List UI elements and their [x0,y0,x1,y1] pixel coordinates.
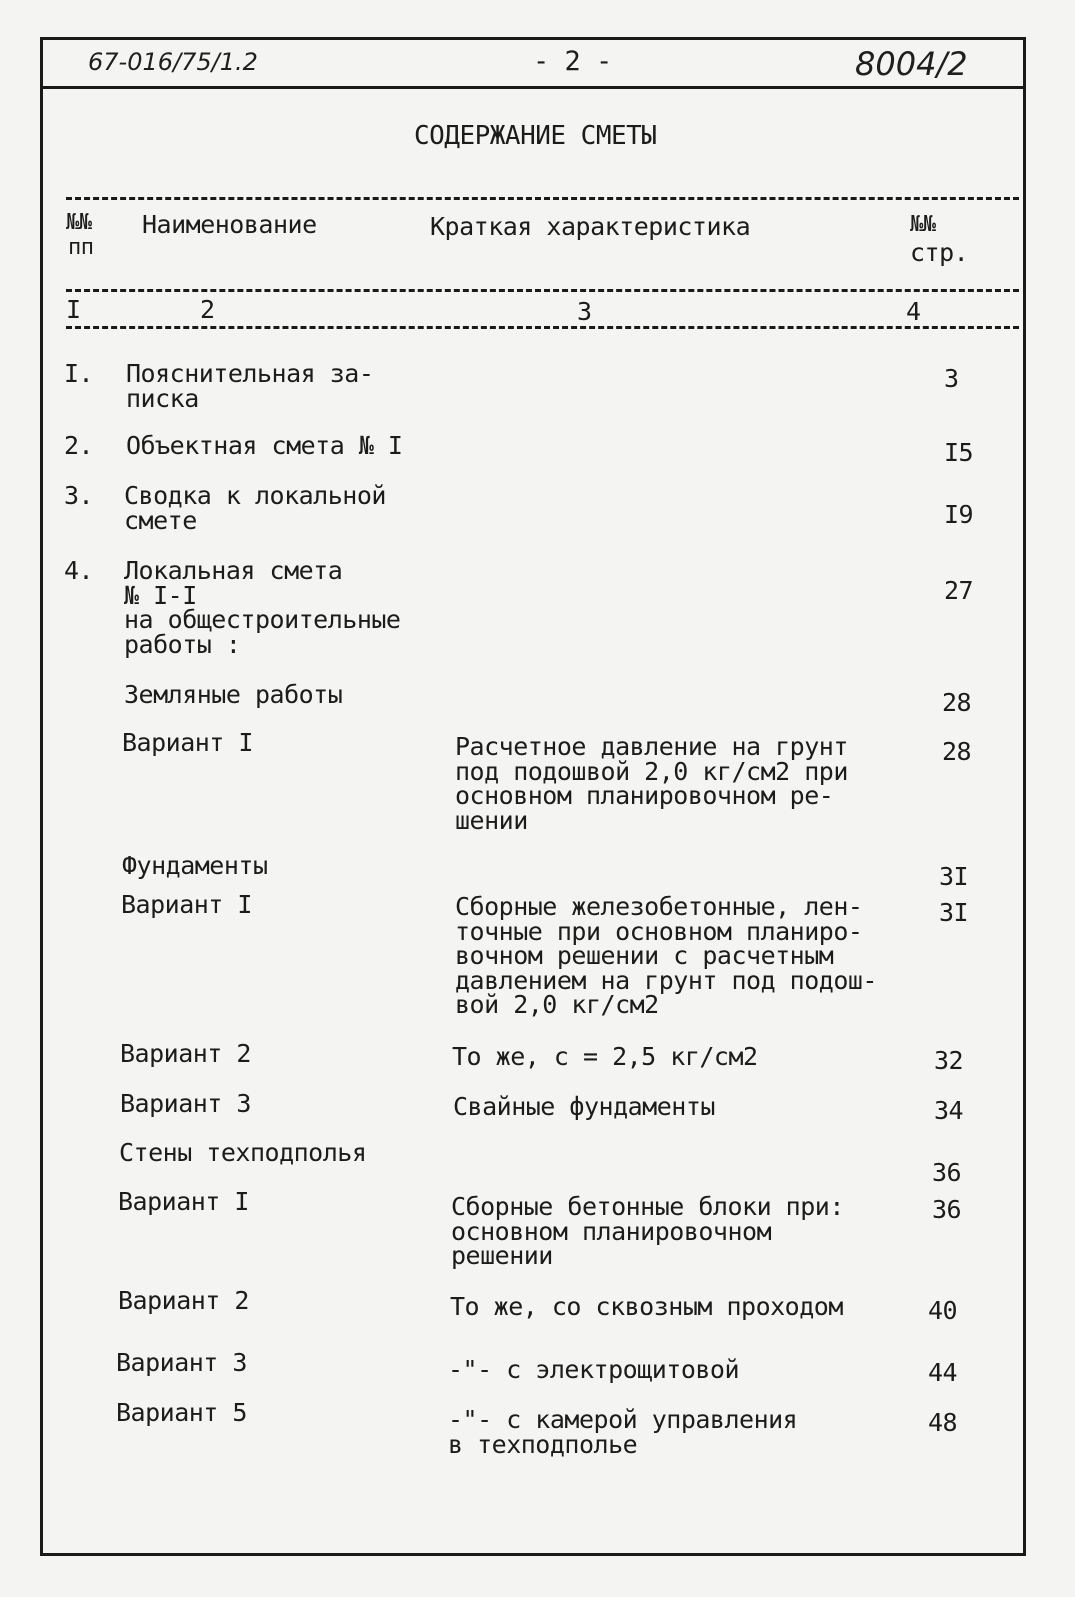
row-page: I9 [944,500,974,529]
row-name: Вариант I [122,728,253,757]
table-rule-mid [66,289,1019,292]
row-number: 2. [64,431,94,460]
row-name: смете [124,505,197,535]
row-description: вой 2,0 кг/см2 [455,990,659,1019]
row-description: -"- с электрощитовой [448,1355,740,1384]
row-name: Пояснительная за- [126,359,374,388]
row-page: 44 [928,1358,958,1387]
table-rule-bottom [66,326,1019,329]
row-description: в техподполье [448,1429,638,1459]
row-name: Вариант I [118,1187,249,1216]
col-number-3: 3 [577,297,592,326]
row-description: Расчетное давление на грунт [455,732,848,761]
row-name: Фундаменты [122,851,268,880]
row-name: Земляные работы [124,680,343,709]
row-page: 36 [932,1195,962,1224]
doc-code: 67-016/75/1.2 [88,48,258,76]
row-description: вочном решении с расчетным [455,941,834,970]
row-description: -"- с камерой управления [448,1405,798,1434]
col-num-header-2: пп [68,235,94,260]
row-page: 28 [942,688,972,717]
col-number-1: I [66,295,81,324]
page-number: - 2 - [533,46,612,77]
row-name: Локальная смета [124,556,343,585]
col-name-header: Наименование [142,210,317,239]
row-name: Вариант 5 [116,1398,247,1427]
row-name: Вариант I [121,890,252,919]
row-page: 32 [934,1046,964,1075]
col-page-header-1: №№ [910,212,936,237]
row-name: Стены техподполья [119,1138,367,1167]
row-name: писка [126,383,199,413]
row-name: на общестроительные [124,605,401,634]
row-name: работы : [124,629,241,659]
col-number-2: 2 [200,295,215,324]
row-number: 3. [64,481,94,510]
row-name: Объектная смета № I [126,431,403,460]
row-name: № I-I [124,580,197,610]
row-number: 4. [64,556,94,585]
row-description: То же, со сквозным проходом [450,1292,843,1321]
row-description: шении [455,805,528,835]
page-title: СОДЕРЖАНИЕ СМЕТЫ [414,121,657,151]
row-page: 28 [942,737,972,766]
sheet-number: 8004/2 [855,45,968,83]
row-description: основном планировочном ре- [455,781,834,810]
row-description: решении [451,1241,553,1270]
row-description: давлением на грунт под подош- [455,965,877,995]
col-desc-header: Краткая характеристика [430,212,751,241]
row-name: Вариант 3 [120,1089,251,1118]
row-page: 3I [939,898,969,927]
row-description: Сборные железобетонные, лен- [455,892,863,921]
row-page: 36 [932,1158,962,1187]
col-page-header-2: стр. [910,238,969,267]
col-number-4: 4 [906,297,921,326]
row-name: Сводка к локальной [124,481,386,510]
row-description: То же, с = 2,5 кг/см2 [452,1042,758,1071]
row-description: под подошвой 2,0 кг/см2 при [455,756,848,786]
header-divider [40,86,1026,89]
row-description: Сборные бетонные блоки при: [451,1192,844,1221]
row-page: 48 [928,1408,958,1437]
row-page: 3I [939,862,969,891]
row-name: Вариант 2 [120,1039,251,1068]
col-num-header-1: №№ [66,210,92,235]
row-number: I. [64,359,94,388]
row-name: Вариант 2 [118,1286,249,1315]
row-description: основном планировочном [451,1216,772,1246]
row-description: Свайные фундаменты [453,1092,715,1121]
row-description: точные при основном планиро- [455,916,863,946]
row-page: 3 [944,364,959,393]
table-rule-top [66,197,1019,200]
row-page: 40 [928,1296,958,1325]
row-page: 27 [944,576,974,605]
row-name: Вариант 3 [116,1348,247,1377]
row-page: 34 [934,1096,964,1125]
row-page: I5 [944,438,974,467]
